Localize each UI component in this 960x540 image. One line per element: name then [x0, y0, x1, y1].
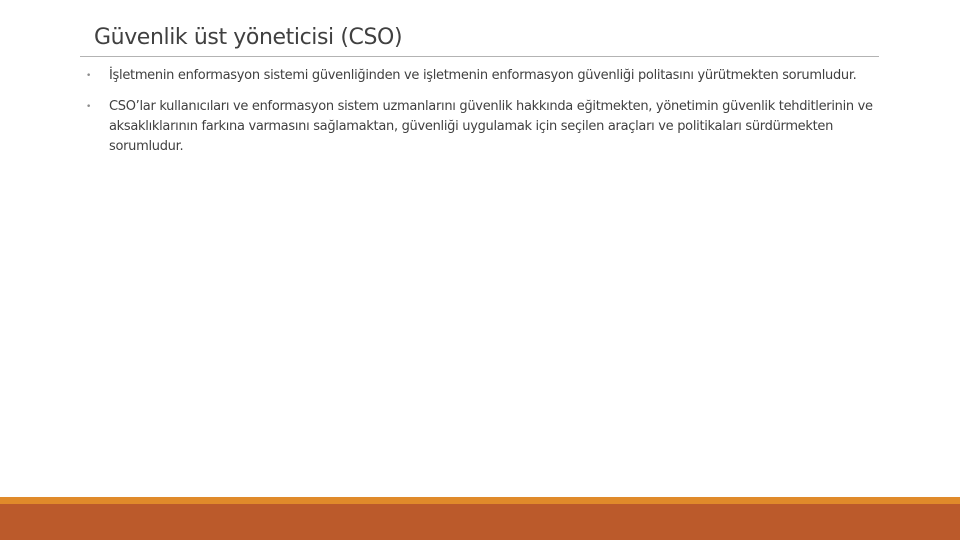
bullet-item: [86, 97, 876, 157]
title-divider: [80, 56, 879, 57]
footer-bar: [0, 504, 960, 540]
bullet-icon: •: [86, 71, 92, 81]
bullet-item: [86, 66, 876, 86]
footer-accent-bar: [0, 497, 960, 504]
slide-title: Güvenlik üst yöneticisi (CSO): [94, 25, 403, 50]
bullet-text: CSO’lar kullanıcıları ve enformasyon sistem uzmanlarını güvenlik hakkında eğitmekten, yönetimin güvenlik tehditlerinin ve aksaklıklarının farkına varmasını sağlamaktan, güvenliği uygulamak için seçilen araçları ve politikaları sürdürmekten sorumludur.: [109, 99, 873, 154]
bullet-icon: •: [86, 102, 92, 112]
bullet-text: İşletmenin enformasyon sistemi güvenliğinden ve işletmenin enformasyon güvenliği politasını yürütmekten sorumludur.: [109, 68, 857, 83]
bullet-list: [86, 66, 876, 168]
